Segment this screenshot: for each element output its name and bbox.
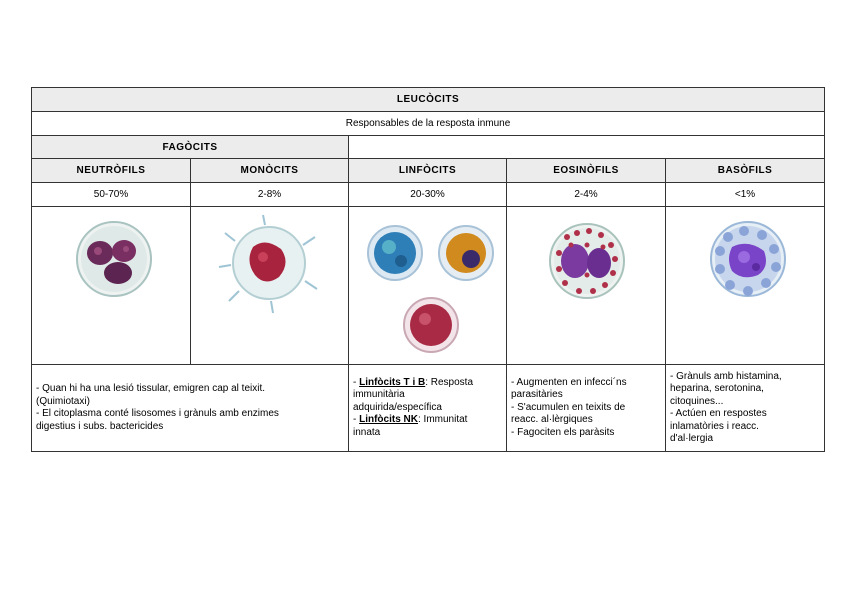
basophil-cell-icon [670,211,820,361]
phagocytes-group-header: FAGÒCITS [32,136,349,159]
link-lymphocytes-nk[interactable]: Linfòcits NK [359,414,418,426]
monocyte-cell-icon [195,211,345,361]
desc-line: - Augmenten en infecci´ns [511,376,627,388]
col-header-lymphocytes: LINFÒCITS [349,159,507,183]
desc-line: - Linfòcits T i B: Resposta [353,376,474,388]
eosinophil-cell-icon [511,211,661,361]
neutrophil-cell-icon [36,211,186,361]
table-subtitle: Responsables de la resposta inmune [32,112,825,136]
empty-group-cell [349,136,825,159]
monocyte-image-cell [191,207,349,365]
neutrophil-image-cell [32,207,191,365]
eosinophils-description [507,365,666,452]
desc-line: d'al·lergia [670,433,714,444]
desc-line: parasitàries [511,389,563,401]
desc-line: - Grànuls amb histamina, [670,370,782,382]
desc-line: - Fagociten els paràsits [511,426,615,438]
desc-line: - El citoplasma conté lisosomes i grànuls amb enzimes [36,408,279,419]
desc-line: (Quimiotaxi) [36,395,90,407]
leukocyte-table [31,87,825,452]
col-header-monocytes: MONÒCITS [191,159,349,183]
basophil-image-cell [666,207,825,365]
table-title: LEUCÒCITS [32,88,825,112]
desc-line: innata [353,426,381,438]
desc-line: adquirida/específica [353,401,442,413]
desc-line: - Quan hi ha una lesió tissular, emigren cap al teixit. [36,383,266,394]
lymphocytes-description [349,365,507,452]
desc-line: citoquines... [670,395,724,407]
desc-line: inlamatòries i reacc. [670,420,759,432]
desc-line: immunitària [353,389,405,401]
col-header-eosinophils: EOSINÒFILS [507,159,666,183]
desc-line: reacc. al·lèrgiques [511,414,593,426]
pct-basophils: <1% [666,183,825,207]
link-lymphocytes-t-b[interactable]: Linfòcits T i B [359,376,426,388]
pct-neutrophils: 50-70% [32,183,191,207]
desc-line: - S'acumulen en teixits de [511,401,626,413]
pct-eosinophils: 2-4% [507,183,666,207]
desc-line: heparina, serotonina, [670,383,764,394]
lymphocyte-image-cell [349,207,507,365]
pct-monocytes: 2-8% [191,183,349,207]
col-header-basophils: BASÒFILS [666,159,825,183]
eosinophil-image-cell [507,207,666,365]
pct-lymphocytes: 20-30% [349,183,507,207]
desc-line: - Actúen en respostes [670,408,767,419]
lymphocyte-cells-icon [353,211,503,361]
phagocytes-description [32,365,349,452]
desc-line: digestius i subs. bactericides [36,420,164,432]
desc-line: - Linfòcits NK: Immunitat [353,414,468,426]
col-header-neutrophils: NEUTRÒFILS [32,159,191,183]
basophils-description [666,365,825,452]
